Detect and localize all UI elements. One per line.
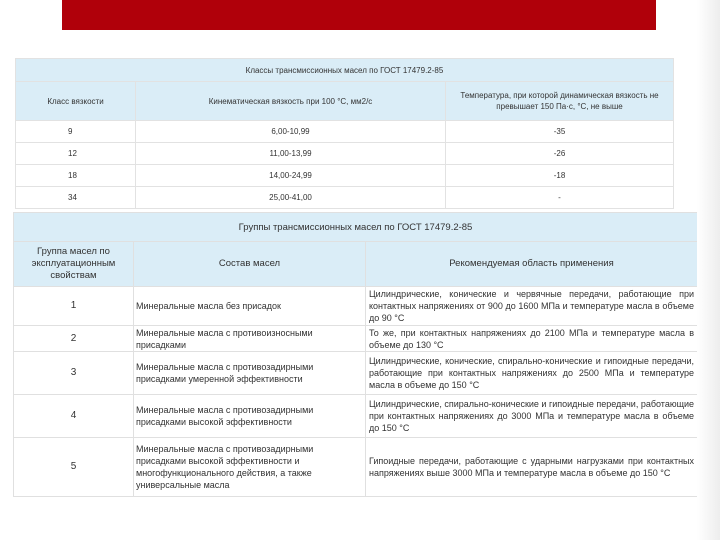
table-row <box>14 352 698 395</box>
table-row <box>16 121 674 143</box>
table-row <box>14 438 698 497</box>
cell-class: 9 <box>16 121 136 143</box>
table-row <box>16 143 674 165</box>
cell-temperature: -26 <box>446 143 674 165</box>
table1-title: Классы трансмиссионных масел по ГОСТ 17479.2-85 <box>16 59 674 82</box>
cell-application: Цилиндрические, спирально-конические и гипоидные передачи, работающие при контактных напряжениях до 3000 МПа и температуре масла в объеме до 150 °С <box>366 395 698 438</box>
table2-title: Группы трансмиссионных масел по ГОСТ 17479.2-85 <box>14 213 698 242</box>
cell-group: 3 <box>14 352 134 395</box>
table1-header-temperature: Температура, при которой динамическая вязкость не превышает 150 Па·с, °С, не выше <box>446 82 674 121</box>
table2-header-group: Группа масел по эксплуатационным свойствам <box>14 242 134 287</box>
table-row <box>16 187 674 209</box>
oil-groups-table <box>13 212 698 497</box>
cell-composition: Минеральные масла с противозадирными присадками высокой эффективности <box>134 395 366 438</box>
cell-class: 18 <box>16 165 136 187</box>
cell-viscosity: 14,00-24,99 <box>136 165 446 187</box>
cell-viscosity: 6,00-10,99 <box>136 121 446 143</box>
table-row <box>14 287 698 326</box>
cell-group: 2 <box>14 326 134 352</box>
cell-group: 4 <box>14 395 134 438</box>
cell-composition: Минеральные масла с противозадирными присадками высокой эффективности и многофункционального действия, а также универсальные масла <box>134 438 366 497</box>
title-banner <box>62 0 656 30</box>
viscosity-classes-table <box>15 58 674 209</box>
cell-application: Цилиндрические, конические и червячные передачи, работающие при контактных напряжениях от 900 до 1600 МПа и температуре масла в объеме до 90 °С <box>366 287 698 326</box>
cell-temperature: -35 <box>446 121 674 143</box>
table1-header-class: Класс вязкости <box>16 82 136 121</box>
cell-composition: Минеральные масла с противоизносными присадками <box>134 326 366 352</box>
cell-composition: Минеральные масла без присадок <box>134 287 366 326</box>
table1-header-viscosity: Кинематическая вязкость при 100 °С, мм2/с <box>136 82 446 121</box>
table2-header-application: Рекомендуемая область применения <box>366 242 698 287</box>
cell-class: 34 <box>16 187 136 209</box>
cell-temperature: - <box>446 187 674 209</box>
cell-group: 5 <box>14 438 134 497</box>
cell-temperature: -18 <box>446 165 674 187</box>
table-row <box>14 326 698 352</box>
page-edge-shadow <box>697 0 720 540</box>
cell-viscosity: 11,00-13,99 <box>136 143 446 165</box>
table-row <box>14 395 698 438</box>
cell-class: 12 <box>16 143 136 165</box>
cell-viscosity: 25,00-41,00 <box>136 187 446 209</box>
cell-application: Гипоидные передачи, работающие с ударными нагрузками при контактных напряжениях выше 3000 МПа и температуре масла в объеме до 150 °С <box>366 438 698 497</box>
cell-group: 1 <box>14 287 134 326</box>
cell-application: Цилиндрические, конические, спирально-конические и гипоидные передачи, работающие при контактных напряжениях до 2500 МПа и температуре масла в объеме до 150 °С <box>366 352 698 395</box>
table2-header-composition: Состав масел <box>134 242 366 287</box>
cell-composition: Минеральные масла с противозадирными присадками умеренной эффективности <box>134 352 366 395</box>
table-row <box>16 165 674 187</box>
cell-application: То же, при контактных напряжениях до 2100 МПа и температуре масла в объеме до 130 °С <box>366 326 698 352</box>
